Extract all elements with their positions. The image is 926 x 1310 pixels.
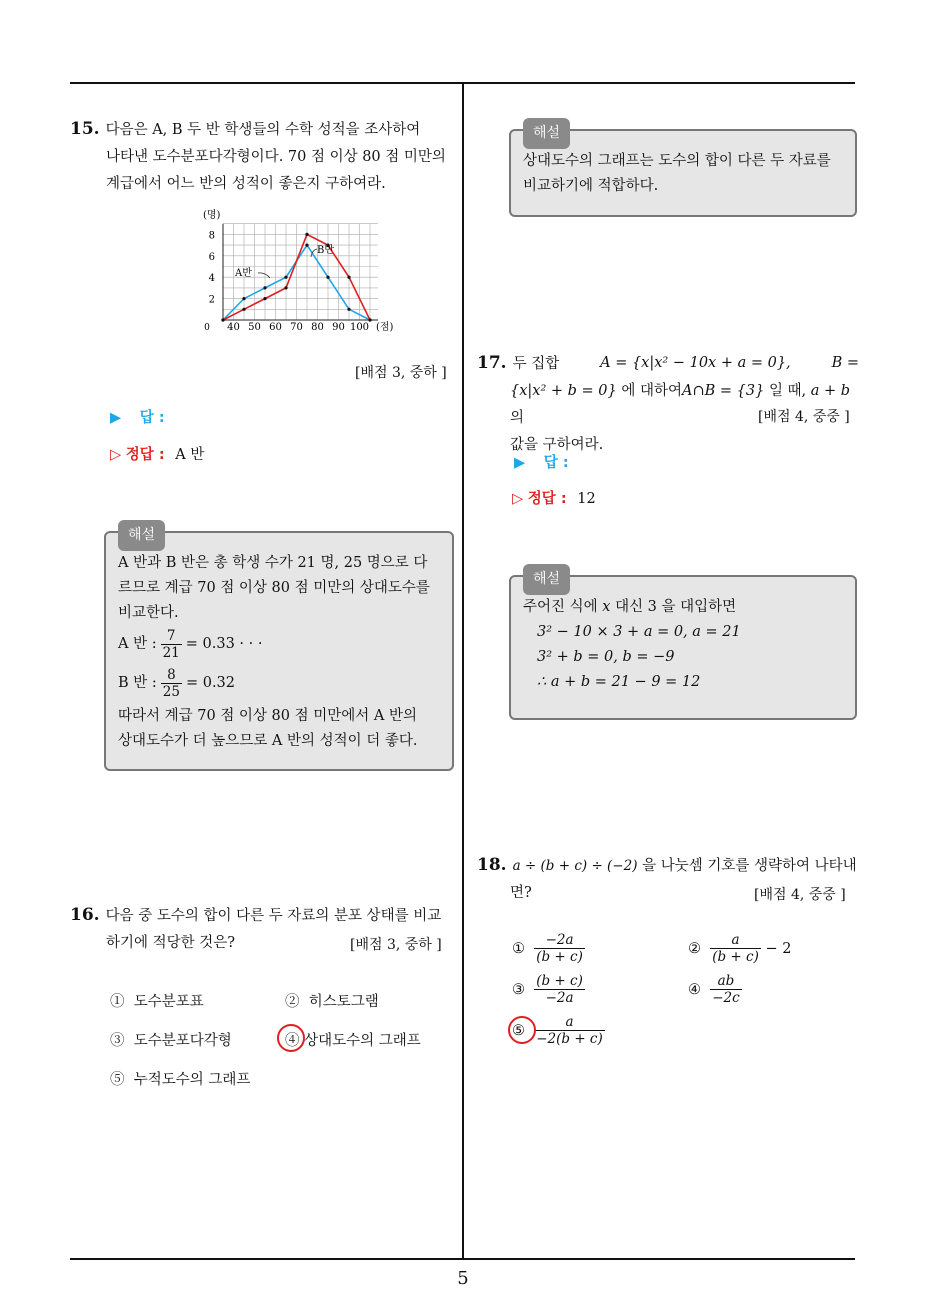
q15-expl-line2: 르므로 계급 70 점 이상 80 점 미만의 상대도수를 xyxy=(118,580,430,596)
q18-choice-1[interactable]: ① $\frac{-2a}{(b + c)}$ xyxy=(512,932,583,965)
data-point xyxy=(284,276,287,279)
q16-choice-4[interactable]: ④ 상대도수의 그래프 xyxy=(285,1033,421,1049)
q16-choice-3[interactable]: ③ 도수분포다각형 xyxy=(110,1033,232,1049)
q15-meta: [배점 3, 중하 ] xyxy=(355,365,447,381)
chart-labels xyxy=(203,208,394,333)
q18-choice-5[interactable]: ⑤ $\frac{a}{-2(b + c)}$ xyxy=(512,1014,603,1047)
x-tick-label: 90 xyxy=(332,322,345,333)
q18-question: 18. a ÷ (b + c) ÷ (−2) 을 나눗셈 기호를 생략하여 나타내 면? xyxy=(477,855,857,901)
q16-choice-2[interactable]: ② 히스토그램 xyxy=(285,994,379,1010)
q15-a-calc: A 반 : $\frac{7}{21}$ = 0.33 · · · xyxy=(118,627,263,661)
x-tick-label: 50 xyxy=(248,322,261,333)
data-point xyxy=(368,318,371,321)
x-axis-label: (점) xyxy=(376,322,394,333)
q16-number: 16. xyxy=(70,905,100,925)
y-tick-label: 6 xyxy=(208,251,215,263)
q17-question: 17. 두 집합 A = {x|x² − 10x + a = 0}, B = {x|x² + b = 0} 에 대하여A∩B = {3} 일 때, a + b 의 값을 구하여라. xyxy=(477,353,859,453)
x-tick-label: 70 xyxy=(290,322,303,333)
y-tick-label: 4 xyxy=(208,273,215,285)
data-point xyxy=(347,308,350,311)
page-number: 5 xyxy=(457,1268,469,1289)
q18-choice-4[interactable]: ④ $\frac{ab}{-2c}$ xyxy=(688,973,740,1006)
q15-number: 15. xyxy=(70,119,100,139)
y-tick-label: 8 xyxy=(208,230,215,242)
q15-question xyxy=(70,116,455,198)
x-tick-label: 100 xyxy=(349,322,370,333)
q18-choice-3[interactable]: ③ $\frac{(b + c)}{-2a}$ xyxy=(512,973,583,1006)
q15-answer-label: 답 : xyxy=(139,410,165,426)
q15-expl-line5: 상대도수가 더 높으므로 A 반의 성적이 더 좋다. xyxy=(118,733,418,749)
q15-expl-line1: A 반과 B 반은 총 학생 수가 21 명, 25 명으로 다 xyxy=(118,555,428,571)
data-point xyxy=(242,308,245,311)
selected-answer-circle-icon xyxy=(277,1024,305,1052)
selected-answer-circle-icon xyxy=(508,1016,536,1044)
q16-explanation-tag: 해설 xyxy=(523,118,570,149)
q17-explanation-tag: 해설 xyxy=(523,564,570,595)
q15-expl-line4: 따라서 계급 70 점 이상 80 점 미만에서 A 반의 xyxy=(118,708,417,724)
q17-correct-value: 12 xyxy=(577,491,596,507)
series-label-a: A반 xyxy=(235,268,252,279)
q18-number: 18. xyxy=(477,855,507,875)
q17-number: 17. xyxy=(477,353,507,373)
q17-meta: [배점 4, 중중 ] xyxy=(758,409,850,425)
q15-explanation-box xyxy=(104,527,454,771)
x-tick-label: 40 xyxy=(227,322,240,333)
y-axis-label: (명) xyxy=(203,210,221,221)
frequency-polygon-chart xyxy=(195,208,394,336)
data-point xyxy=(263,286,266,289)
data-point xyxy=(221,318,224,321)
q16-choice-5[interactable]: ⑤ 누적도수의 그래프 xyxy=(110,1072,251,1088)
q15-explanation-tag: 해설 xyxy=(118,520,165,551)
x-tick-label: 80 xyxy=(311,322,324,333)
q16-explanation-box: 해설 상대도수의 그래프는 도수의 합이 다른 두 자료를 비교하기에 적합하다. xyxy=(509,129,857,217)
q15-expl-line3: 비교한다. xyxy=(118,605,179,621)
q16-choice-1[interactable]: ① 도수분포표 xyxy=(110,994,204,1010)
answer-arrow-icon: ▶ xyxy=(110,410,122,426)
column-divider xyxy=(462,84,464,1258)
q16-question: 16. 다음 중 도수의 합이 다른 두 자료의 분포 상태를 비교 하기에 적당한 것은? xyxy=(70,905,442,951)
q15-correct-line xyxy=(110,443,204,464)
q15-text-line1: 다음은 A, B 두 반 학생들의 수학 성적을 조사하여 xyxy=(105,122,421,138)
data-point xyxy=(284,286,287,289)
answer-arrow-icon: ▶ xyxy=(514,455,526,471)
q15-text-line3: 계급에서 어느 반의 성적이 좋은지 구하여라. xyxy=(106,176,386,192)
q16-meta: [배점 3, 중하 ] xyxy=(350,937,442,953)
data-point xyxy=(263,297,266,300)
data-point xyxy=(347,276,350,279)
q15-b-calc: B 반 : $\frac{8}{25}$ = 0.32 xyxy=(118,666,236,700)
q17-answer-line: ▶ 답 : xyxy=(514,455,569,471)
data-point xyxy=(305,244,308,247)
data-point xyxy=(326,276,329,279)
q17-correct-line: ▷ 정답 : 12 xyxy=(512,491,596,507)
bottom-rule xyxy=(70,1258,855,1260)
correct-arrow-icon: ▷ xyxy=(512,491,524,507)
series-label-b: B반 xyxy=(317,245,335,256)
q17-explanation-box: 해설 주어진 식에 x 대신 3 을 대입하면 3² − 10 × 3 + a = 0, a = 21 3² + b = 0, b = −9 ∴ a + b = 21 − 9 = 12 xyxy=(509,575,857,720)
x-tick-label: 60 xyxy=(269,322,282,333)
data-point xyxy=(305,233,308,236)
correct-arrow-icon: ▷ xyxy=(110,447,122,463)
q18-meta: [배점 4, 중중 ] xyxy=(754,887,846,903)
origin-label: 0 xyxy=(204,323,210,333)
q15-text-line2: 나타낸 도수분포다각형이다. 70 점 이상 80 점 미만의 xyxy=(106,149,446,165)
q15-answer-line xyxy=(110,406,165,427)
y-tick-label: 2 xyxy=(208,294,215,306)
q18-choice-2[interactable]: ② $\frac{a}{(b + c)}$ − 2 xyxy=(688,932,792,965)
q15-correct-value: A 반 xyxy=(175,447,205,463)
q15-correct-label: 정답 : xyxy=(125,447,165,463)
data-point xyxy=(242,297,245,300)
